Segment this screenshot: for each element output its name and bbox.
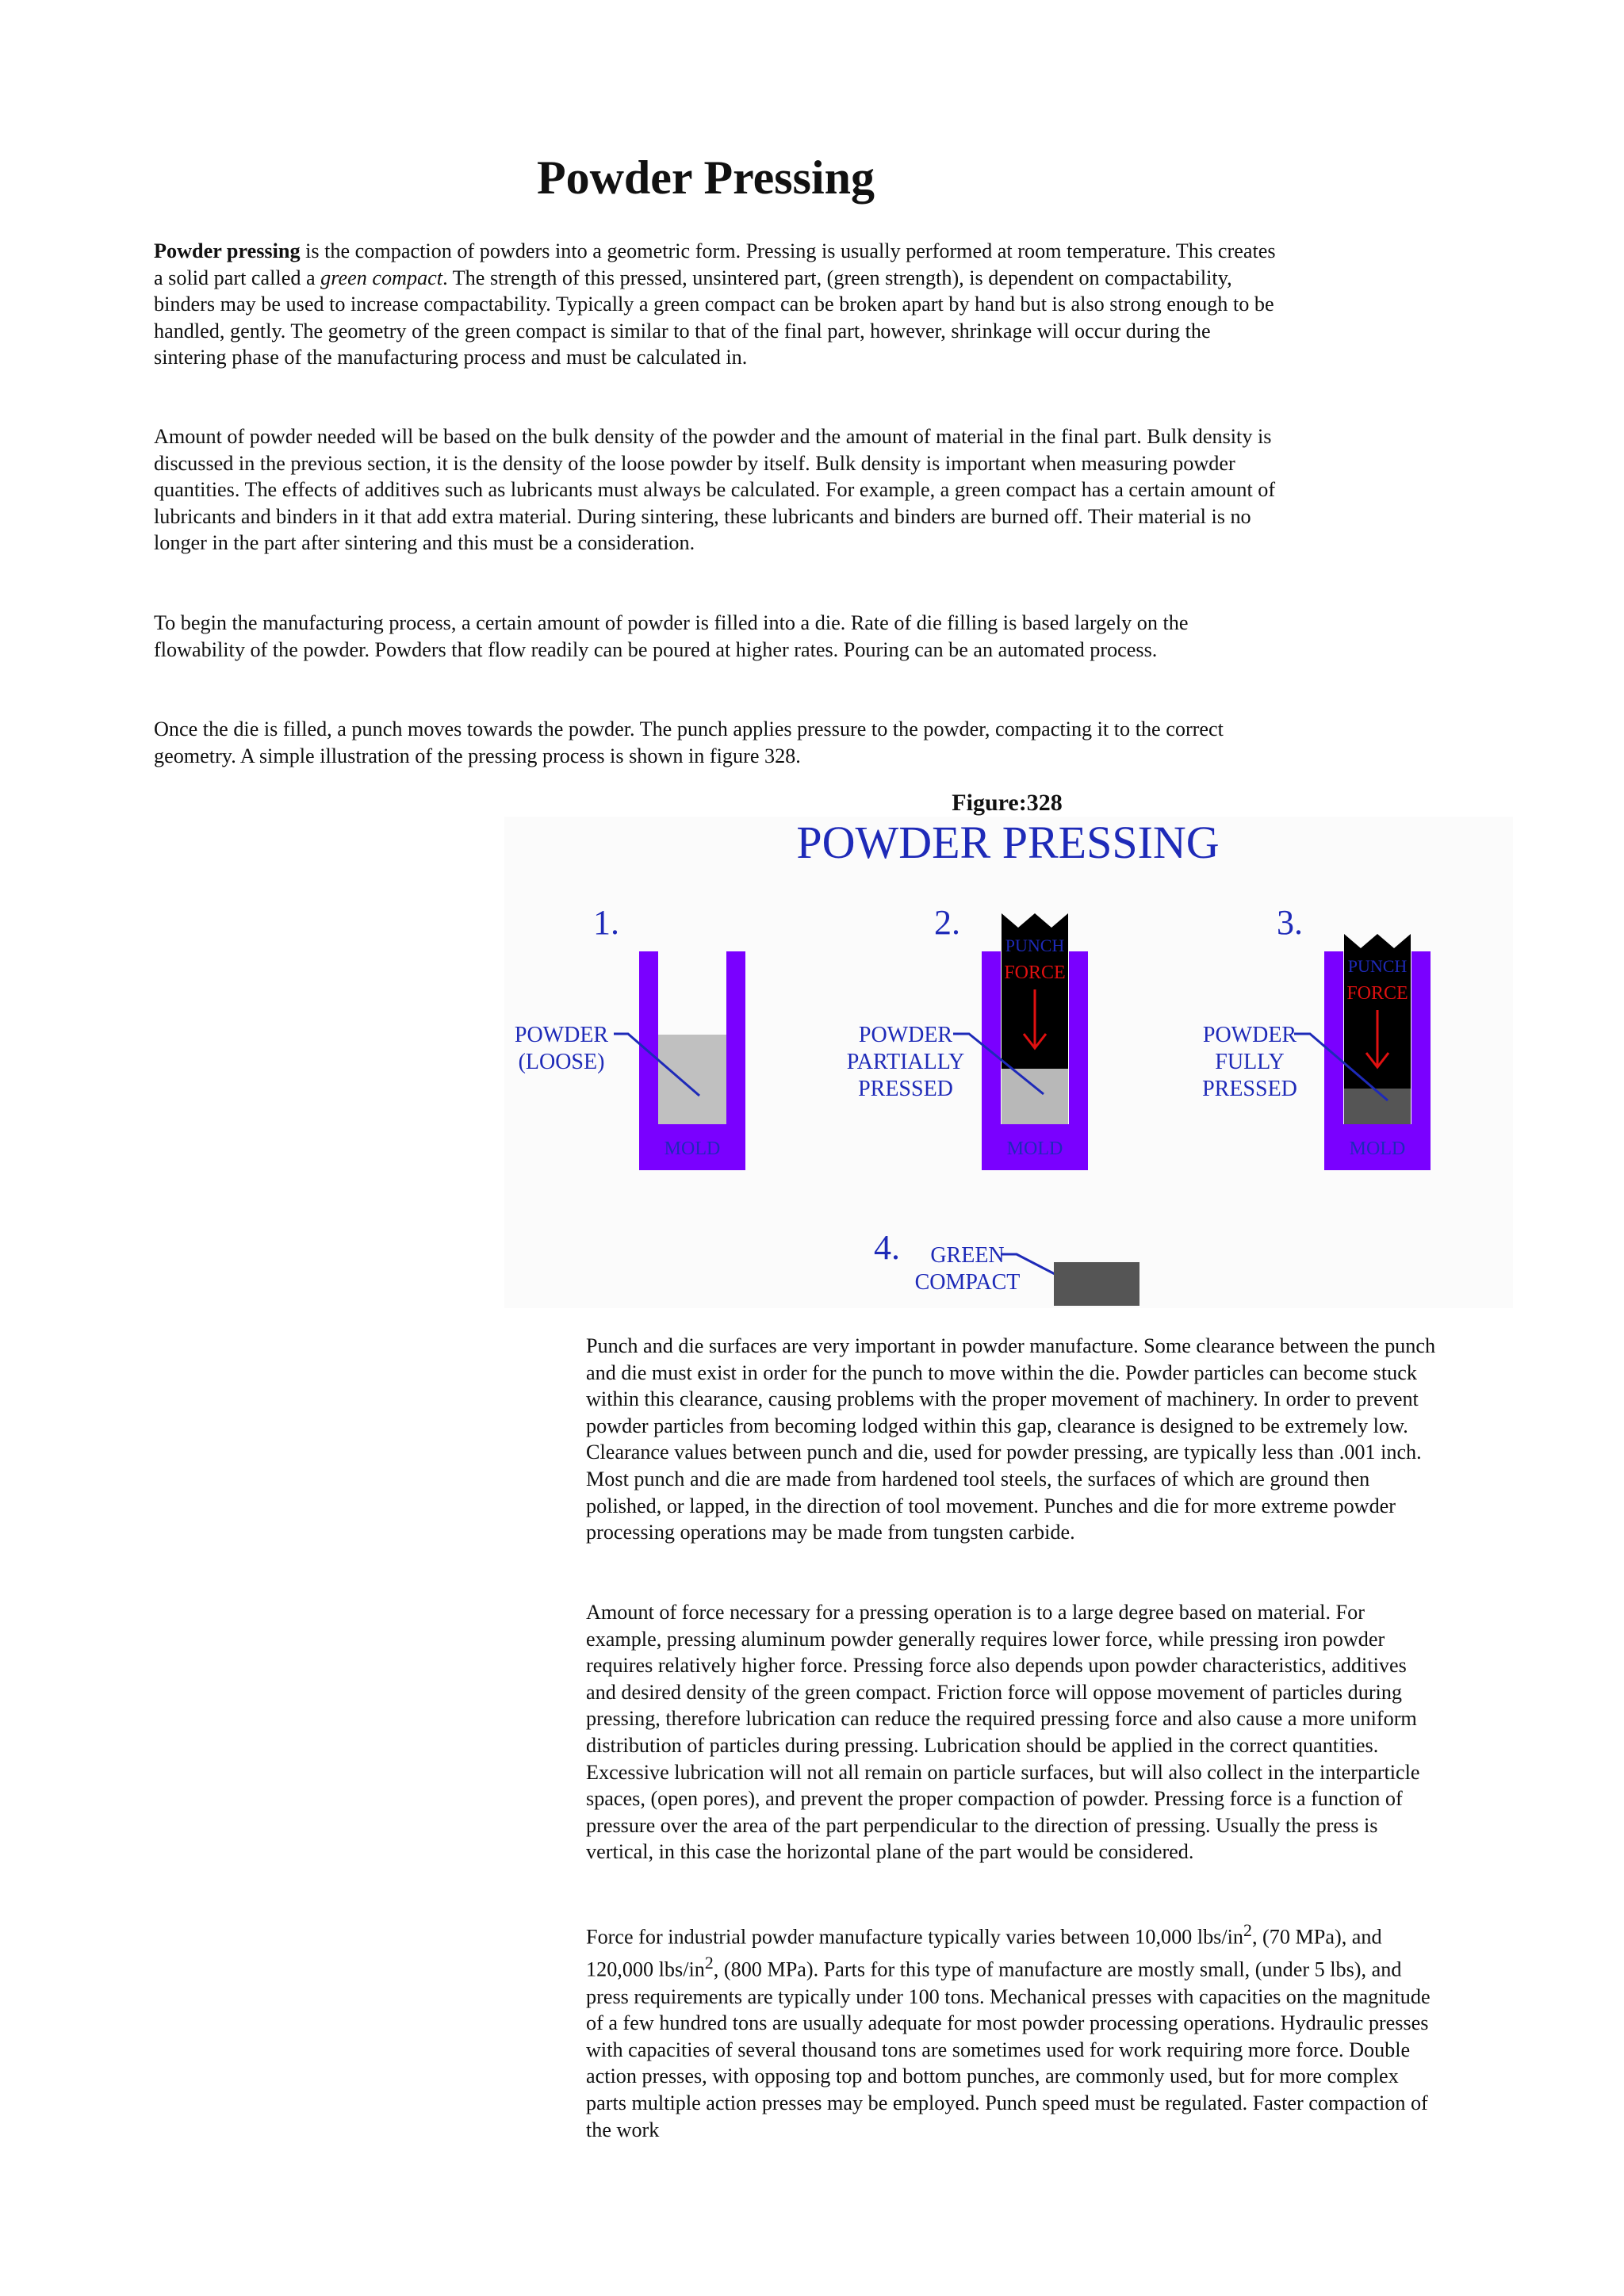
powder-pressing-diagram bbox=[504, 817, 1513, 1308]
step-1-mold-label: MOLD bbox=[664, 1138, 721, 1159]
step-3-label-line1: POWDER bbox=[1202, 1023, 1297, 1047]
paragraph-punch-die-surfaces: Punch and die surfaces are very important in powder manufacture. Some clearance between the punch and die must exist in order for the punch to move within the die. Powder particles can become stuck within this clearance, causing problems with the proper movement of machinery. In order to prevent powder particles from becoming lodged within this gap, clearance is designed to be extremely low. Clearance values between punch and die, used for powder pressing, are typically less than .001 inch. Most punch and die are made from hardened tool steels, the surfaces of which are ground then polished, or lapped, in the direction of tool movement. Punches and die for more extreme powder processing operations may be made from tungsten carbide. bbox=[586, 1334, 1436, 1544]
paragraph-intro-text-b: . The strength of this pressed, unsintered part, (green strength), is dependent on compactability, binders may be used to increase compactability. Typically a green compact can be broken apart by hand but is also strong enough to be handled, gently. The geometry of the green compact is similar to that of the final part, however, shrinkage will occur during the sintering phase of the manufacturing process and must be calculated in. bbox=[154, 266, 1274, 369]
step-1-label-line2: (LOOSE) bbox=[518, 1050, 605, 1074]
step-2-label-line2: PARTIALLY bbox=[846, 1050, 965, 1074]
step-3-label-line2: FULLY bbox=[1215, 1050, 1285, 1074]
step-1-label-line1: POWDER bbox=[514, 1023, 609, 1047]
step-3-mold-label: MOLD bbox=[1349, 1138, 1406, 1159]
step-3-fully-pressed-powder bbox=[1344, 1089, 1411, 1124]
step-3-punch-label: PUNCH bbox=[1347, 956, 1408, 976]
step-4-green-compact bbox=[1054, 1262, 1139, 1306]
term-powder-pressing: Powder pressing bbox=[154, 239, 301, 262]
step-3-label-line3: PRESSED bbox=[1202, 1077, 1297, 1101]
paragraph-intro-text-a: is the compaction of powders into a geometric form. Pressing is usually performed at room temperature. This creates a solid part called a bbox=[154, 239, 1276, 289]
paragraph-industrial-force-a: Force for industrial powder manufacture typically varies between 10,000 lbs/in bbox=[586, 1925, 1244, 1949]
paragraph-powder-amount: Amount of powder needed will be based on the bulk density of the powder and the amount of material in the final part. Bulk density is discussed in the previous section, it is the density of the loose powder by itself. Bulk density is important when measuring powder quantities. The effects of additives such as lubricants must always be calculated. For example, a green compact has a certain amount of lubricants and binders in it that add extra material. During sintering, these lubricants and binders are burned off. Their material is no longer in the part after sintering and this must be a consideration. bbox=[154, 425, 1276, 555]
step-4-label-line1: GREEN bbox=[930, 1243, 1005, 1268]
term-green-compact: green compact bbox=[320, 266, 443, 289]
paragraph-intro bbox=[154, 238, 1280, 371]
paragraph-industrial-force-b: , (70 MPa), and 120,000 lbs/in bbox=[586, 1925, 1382, 1982]
figure-caption: Figure:328 bbox=[952, 790, 1063, 816]
step-1-loose-powder bbox=[658, 1035, 726, 1124]
step-2-partially-pressed-powder bbox=[1002, 1069, 1068, 1124]
step-4-number: 4. bbox=[874, 1228, 900, 1267]
step-2-label-line3: PRESSED bbox=[858, 1077, 953, 1101]
figure-title: POWDER PRESSING bbox=[796, 817, 1220, 868]
step-2-number: 2. bbox=[934, 903, 960, 942]
step-2-mold-label: MOLD bbox=[1006, 1138, 1063, 1159]
step-3-force-label: FORCE bbox=[1346, 983, 1408, 1004]
step-2-label-line1: POWDER bbox=[858, 1023, 953, 1047]
step-3-number: 3. bbox=[1277, 903, 1303, 942]
paragraph-industrial-force-c: , (800 MPa). Parts for this type of manufacture are mostly small, (under 5 lbs), and press requirements are typically under 100 tons. Mechanical presses with capacities on the magnitude of a few hundred tons are usually adequate for most powder processing operations. Hydraulic presses with capacities of several thousand tons are sometimes used for work requiring more force. Double action presses, with opposing top and bottom punches, are commonly used, but for more complex parts multiple action presses may be employed. Punch speed must be regulated. Faster compaction of the work bbox=[586, 1958, 1431, 2141]
step-2-force-label: FORCE bbox=[1004, 962, 1066, 983]
step-2-punch-label: PUNCH bbox=[1005, 936, 1065, 955]
paragraph-die-filling: To begin the manufacturing process, a certain amount of powder is filled into a die. Rate of die filling is based largely on the flowability of the powder. Powders that flow readily can be poured at higher rates. Pouring can be an automated process. bbox=[154, 611, 1189, 661]
superscript-2-second: 2 bbox=[704, 1954, 714, 1973]
paragraph-industrial-force bbox=[586, 1918, 1436, 2143]
step-4-label-line2: COMPACT bbox=[914, 1270, 1021, 1295]
page-title: Powder Pressing bbox=[536, 151, 875, 204]
powder-pressing-figure bbox=[504, 817, 1513, 1308]
superscript-2-first: 2 bbox=[1243, 1921, 1252, 1940]
step-1-number: 1. bbox=[593, 903, 619, 942]
paragraph-pressing-force: Amount of force necessary for a pressing operation is to a large degree based on material. For example, pressing aluminum powder generally requires lower force, while pressing iron powder requires relatively higher force. Pressing force also depends upon powder characteristics, additives and desired density of the green compact. Friction force will oppose movement of particles during pressing, therefore lubrication can reduce the required pressing force and also cause a more uniform distribution of particles during pressing. Lubrication should be applied in the correct quantities. Excessive lubrication will not all remain on particle surfaces, but will also collect in the interparticle spaces, (open pores), and prevent the proper compaction of powder. Pressing force is a function of pressure over the area of the part perpendicular to the direction of pressing. Usually the press is vertical, in this case the horizontal plane of the part would be considered. bbox=[586, 1601, 1420, 1864]
paragraph-punch: Once the die is filled, a punch moves towards the powder. The punch applies pressure to the powder, compacting it to the correct geometry. A simple illustration of the pressing process is shown in figure 328. bbox=[154, 718, 1224, 767]
